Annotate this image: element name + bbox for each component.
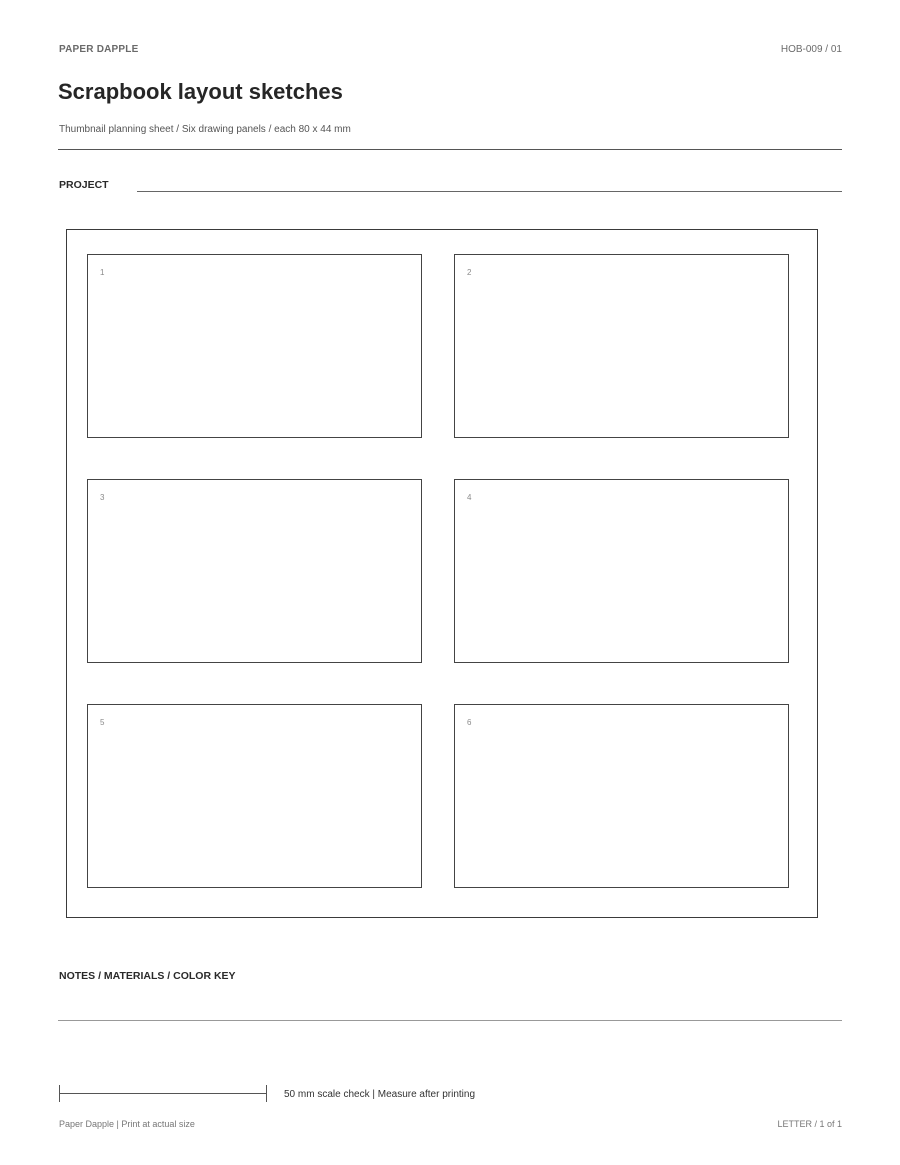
document-id: HOB-009 / 01	[780, 44, 842, 55]
panel-number: 4	[467, 493, 472, 502]
panel-number: 3	[100, 493, 105, 502]
drawing-panel-2[interactable]	[454, 254, 789, 438]
footer-page-info: LETTER / 1 of 1	[777, 1119, 842, 1129]
scale-check-text: 50 mm scale check | Measure after printing	[284, 1089, 476, 1100]
project-write-line[interactable]	[137, 191, 842, 192]
panel-number: 1	[100, 268, 105, 277]
scale-bar	[59, 1093, 267, 1094]
drawing-panel-1[interactable]	[87, 254, 422, 438]
panel-number: 2	[467, 268, 472, 277]
scale-tick-end	[266, 1085, 267, 1102]
notes-write-line[interactable]	[58, 1020, 842, 1021]
page-title: Scrapbook layout sketches	[58, 79, 343, 104]
drawing-panel-6[interactable]	[454, 704, 789, 888]
footer-left-text: Paper Dapple | Print at actual size	[59, 1119, 195, 1129]
drawing-panel-3[interactable]	[87, 479, 422, 663]
scale-tick-start	[59, 1085, 60, 1102]
drawing-panel-5[interactable]	[87, 704, 422, 888]
project-label: PROJECT	[59, 179, 109, 191]
brand-label: PAPER DAPPLE	[59, 44, 139, 55]
panel-number: 6	[467, 718, 472, 727]
notes-label: NOTES / MATERIALS / COLOR KEY	[59, 970, 236, 982]
drawing-panel-4[interactable]	[454, 479, 789, 663]
page-subtitle: Thumbnail planning sheet / Six drawing panels / each 80 x 44 mm	[59, 124, 351, 135]
panel-number: 5	[100, 718, 105, 727]
header-divider	[58, 149, 842, 150]
